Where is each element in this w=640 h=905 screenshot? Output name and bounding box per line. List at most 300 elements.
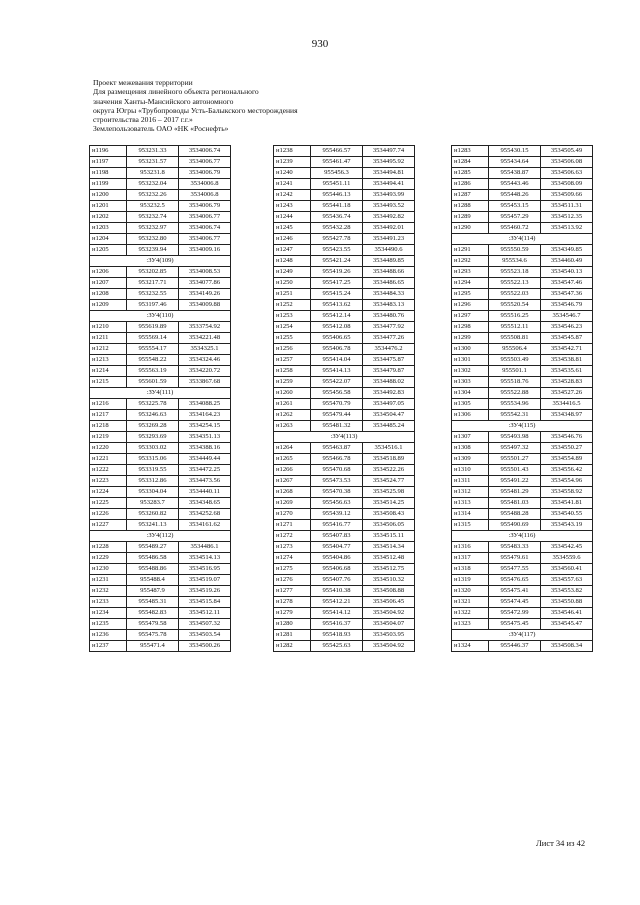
coord-x: 953293.69 xyxy=(127,432,179,443)
point-id: н1229 xyxy=(90,553,127,564)
table-row xyxy=(452,146,593,157)
section-label: :ЗУ4(117) xyxy=(452,630,593,641)
coord-x: 953202.85 xyxy=(127,267,179,278)
coord-y: 3534513.92 xyxy=(541,223,593,234)
coord-x: 955512.11 xyxy=(489,322,541,333)
point-id: н1254 xyxy=(274,322,311,333)
coord-y: 3534492.01 xyxy=(363,223,415,234)
table-row xyxy=(90,432,231,443)
table-row xyxy=(452,641,593,652)
coord-x: 955414.12 xyxy=(311,608,363,619)
point-id: н1316 xyxy=(452,542,489,553)
table-row xyxy=(90,443,231,454)
coord-y: 3534547.46 xyxy=(541,278,593,289)
table-row xyxy=(274,421,415,432)
point-id: н1306 xyxy=(452,410,489,421)
coord-y: 3534515.84 xyxy=(179,597,231,608)
point-id: н1204 xyxy=(90,234,127,245)
point-id: н1214 xyxy=(90,366,127,377)
table-row xyxy=(274,322,415,333)
table-row xyxy=(90,322,231,333)
point-id: н1200 xyxy=(90,190,127,201)
coord-x: 955619.89 xyxy=(127,322,179,333)
coord-y: 3534540.55 xyxy=(541,509,593,520)
point-id: н1260 xyxy=(274,388,311,399)
table-row xyxy=(90,223,231,234)
coord-x: 955475.45 xyxy=(489,619,541,630)
section-row xyxy=(90,311,231,322)
coord-x: 955412.14 xyxy=(311,311,363,322)
coord-x: 955404.86 xyxy=(311,553,363,564)
point-id: н1274 xyxy=(274,553,311,564)
section-label: :ЗУ4(110) xyxy=(90,311,231,322)
point-id: н1212 xyxy=(90,344,127,355)
table-row xyxy=(452,443,593,454)
table-row xyxy=(274,388,415,399)
coord-x: 955497.32 xyxy=(489,443,541,454)
coord-x: 955415.24 xyxy=(311,289,363,300)
table-row xyxy=(274,267,415,278)
coord-y: 3534514.34 xyxy=(363,542,415,553)
table-row xyxy=(274,487,415,498)
coord-x: 953217.71 xyxy=(127,278,179,289)
coord-x: 955434.64 xyxy=(489,157,541,168)
point-id: н1265 xyxy=(274,454,311,465)
coord-y: 3534519.26 xyxy=(179,586,231,597)
header-line: Проект межевания территории xyxy=(93,78,193,87)
point-id: н1273 xyxy=(274,542,311,553)
coord-x: 955456.58 xyxy=(311,388,363,399)
table-row xyxy=(90,465,231,476)
coord-y: 3534504.92 xyxy=(363,608,415,619)
table-row xyxy=(90,498,231,509)
coord-y: 3534348.97 xyxy=(541,410,593,421)
coord-y: 3534524.77 xyxy=(363,476,415,487)
point-id: н1255 xyxy=(274,333,311,344)
table-row xyxy=(90,509,231,520)
coord-x: 955413.62 xyxy=(311,300,363,311)
coord-y: 3534508.34 xyxy=(541,641,593,652)
table-row xyxy=(90,333,231,344)
coord-x: 955406.78 xyxy=(311,344,363,355)
coord-y: 3534254.15 xyxy=(179,421,231,432)
table-row xyxy=(90,344,231,355)
coord-x: 953319.55 xyxy=(127,465,179,476)
coord-y: 3534164.23 xyxy=(179,410,231,421)
table-row xyxy=(274,476,415,487)
point-id: н1323 xyxy=(452,619,489,630)
table-row xyxy=(90,377,231,388)
coord-y: 3534348.65 xyxy=(179,498,231,509)
coord-x: 953231.57 xyxy=(127,157,179,168)
table-row xyxy=(452,575,593,586)
coord-y: 3534460.49 xyxy=(541,256,593,267)
table-row xyxy=(452,432,593,443)
coord-y: 3534077.86 xyxy=(179,278,231,289)
point-id: н1288 xyxy=(452,201,489,212)
coord-y: 3534486.1 xyxy=(179,542,231,553)
point-id: н1284 xyxy=(452,157,489,168)
coord-x: 955416.77 xyxy=(311,520,363,531)
section-label: :ЗУ4(109) xyxy=(90,256,231,267)
point-id: н1303 xyxy=(452,377,489,388)
coord-y: 3534508.43 xyxy=(363,509,415,520)
coord-y: 3534009.88 xyxy=(179,300,231,311)
coord-y: 3534557.63 xyxy=(541,575,593,586)
coord-y: 3534479.87 xyxy=(363,366,415,377)
coord-y: 3534449.44 xyxy=(179,454,231,465)
coord-y: 3534512.75 xyxy=(363,564,415,575)
coord-y: 3534497.05 xyxy=(363,399,415,410)
coord-y: 3534009.16 xyxy=(179,245,231,256)
coord-x: 955518.76 xyxy=(489,377,541,388)
coord-x: 953232.80 xyxy=(127,234,179,245)
point-id: н1226 xyxy=(90,509,127,520)
coord-y: 3534542.45 xyxy=(541,542,593,553)
coord-x: 955418.93 xyxy=(311,630,363,641)
table-row xyxy=(90,179,231,190)
coord-y: 3534516.1 xyxy=(363,443,415,454)
coord-y: 3534554.96 xyxy=(541,476,593,487)
table-row xyxy=(274,575,415,586)
point-id: н1320 xyxy=(452,586,489,597)
coord-x: 953232.55 xyxy=(127,289,179,300)
table-row xyxy=(452,344,593,355)
coord-x: 955446.13 xyxy=(311,190,363,201)
coord-y: 3534480.76 xyxy=(363,311,415,322)
coord-y: 3534486.65 xyxy=(363,278,415,289)
table-row xyxy=(90,190,231,201)
point-id: н1233 xyxy=(90,597,127,608)
table-row xyxy=(274,630,415,641)
table-row xyxy=(274,509,415,520)
section-row xyxy=(90,256,231,267)
coord-x: 955486.58 xyxy=(127,553,179,564)
point-id: н1256 xyxy=(274,344,311,355)
coord-x: 955569.14 xyxy=(127,333,179,344)
coord-x: 955436.74 xyxy=(311,212,363,223)
table-row xyxy=(90,201,231,212)
point-id: н1279 xyxy=(274,608,311,619)
coord-y: 3534514.25 xyxy=(363,498,415,509)
coord-x: 955453.15 xyxy=(489,201,541,212)
point-id: н1237 xyxy=(90,641,127,652)
coord-x: 955407.83 xyxy=(311,531,363,542)
coord-x: 955419.26 xyxy=(311,267,363,278)
point-id: н1287 xyxy=(452,190,489,201)
table-row xyxy=(274,586,415,597)
point-id: н1319 xyxy=(452,575,489,586)
coord-x: 955456.63 xyxy=(311,498,363,509)
section-row xyxy=(452,421,593,432)
point-id: н1289 xyxy=(452,212,489,223)
coord-y: 3534545.87 xyxy=(541,333,593,344)
point-id: н1196 xyxy=(90,146,127,157)
table-row xyxy=(274,553,415,564)
coord-y: 3534488.66 xyxy=(363,267,415,278)
coord-x: 955427.78 xyxy=(311,234,363,245)
table-row xyxy=(274,344,415,355)
point-id: н1201 xyxy=(90,201,127,212)
table-row xyxy=(452,333,593,344)
point-id: н1294 xyxy=(452,278,489,289)
coord-x: 953239.94 xyxy=(127,245,179,256)
point-id: н1247 xyxy=(274,245,311,256)
point-id: н1322 xyxy=(452,608,489,619)
coord-y: 3534506.08 xyxy=(541,157,593,168)
section-row xyxy=(452,234,593,245)
point-id: н1208 xyxy=(90,289,127,300)
coord-y: 3534515.11 xyxy=(363,531,415,542)
table-row xyxy=(90,245,231,256)
table-row xyxy=(90,300,231,311)
coord-y: 3534543.19 xyxy=(541,520,593,531)
point-id: н1236 xyxy=(90,630,127,641)
point-id: н1276 xyxy=(274,575,311,586)
coord-x: 955534.96 xyxy=(489,399,541,410)
table-row xyxy=(274,355,415,366)
table-row xyxy=(90,553,231,564)
coord-x: 955438.87 xyxy=(489,168,541,179)
table-row xyxy=(452,597,593,608)
coord-y: 3534507.32 xyxy=(179,619,231,630)
coord-y: 3534485.24 xyxy=(363,421,415,432)
table-row xyxy=(452,399,593,410)
coord-y: 3534388.16 xyxy=(179,443,231,454)
coord-y: 3534525.98 xyxy=(363,487,415,498)
table-row xyxy=(452,267,593,278)
table-row xyxy=(452,454,593,465)
coord-x: 953231.33 xyxy=(127,146,179,157)
point-id: н1198 xyxy=(90,168,127,179)
coord-x: 955481.03 xyxy=(489,498,541,509)
table-row xyxy=(452,619,593,630)
coord-y: 3534518.89 xyxy=(363,454,415,465)
coord-y: 3534541.81 xyxy=(541,498,593,509)
point-id: н1248 xyxy=(274,256,311,267)
coord-x: 955461.47 xyxy=(311,157,363,168)
coord-x: 955481.29 xyxy=(489,487,541,498)
point-id: н1222 xyxy=(90,465,127,476)
coordinates-table-1 xyxy=(89,145,231,652)
point-id: н1252 xyxy=(274,300,311,311)
coord-x: 955482.83 xyxy=(127,608,179,619)
point-id: н1266 xyxy=(274,465,311,476)
coord-x: 955448.26 xyxy=(489,190,541,201)
coord-x: 953269.28 xyxy=(127,421,179,432)
point-id: н1259 xyxy=(274,377,311,388)
coord-y: 3534497.74 xyxy=(363,146,415,157)
point-id: н1283 xyxy=(452,146,489,157)
coord-x: 955439.12 xyxy=(311,509,363,520)
table-row xyxy=(452,168,593,179)
point-id: н1270 xyxy=(274,509,311,520)
table-row xyxy=(274,256,415,267)
coord-y: 3534475.87 xyxy=(363,355,415,366)
coord-x: 955488.4 xyxy=(127,575,179,586)
point-id: н1293 xyxy=(452,267,489,278)
table-row xyxy=(452,564,593,575)
coord-x: 953246.63 xyxy=(127,410,179,421)
table-row xyxy=(274,201,415,212)
point-id: н1197 xyxy=(90,157,127,168)
coord-y: 3534504.47 xyxy=(363,410,415,421)
point-id: н1280 xyxy=(274,619,311,630)
coord-y: 3534553.82 xyxy=(541,586,593,597)
coord-x: 955508.81 xyxy=(489,333,541,344)
coord-y: 3534540.13 xyxy=(541,267,593,278)
section-label: :ЗУ4(112) xyxy=(90,531,231,542)
point-id: н1269 xyxy=(274,498,311,509)
coord-y: 3534550.88 xyxy=(541,597,593,608)
coord-y: 3534538.81 xyxy=(541,355,593,366)
point-id: н1295 xyxy=(452,289,489,300)
table-row xyxy=(452,553,593,564)
coord-x: 955421.24 xyxy=(311,256,363,267)
coord-y: 3534006.77 xyxy=(179,157,231,168)
point-id: н1238 xyxy=(274,146,311,157)
coord-x: 955406.68 xyxy=(311,564,363,575)
section-row xyxy=(90,531,231,542)
point-id: н1211 xyxy=(90,333,127,344)
coord-x: 955506.4 xyxy=(489,344,541,355)
table-row xyxy=(452,377,593,388)
point-id: н1292 xyxy=(452,256,489,267)
coord-y: 3534416.5 xyxy=(541,399,593,410)
coord-x: 955457.29 xyxy=(489,212,541,223)
table-row xyxy=(90,608,231,619)
point-id: н1313 xyxy=(452,498,489,509)
point-id: н1312 xyxy=(452,487,489,498)
coord-x: 955463.87 xyxy=(311,443,363,454)
coord-y: 3534088.25 xyxy=(179,399,231,410)
table-row xyxy=(90,619,231,630)
coord-x: 955414.13 xyxy=(311,366,363,377)
coord-x: 955601.59 xyxy=(127,377,179,388)
point-id: н1257 xyxy=(274,355,311,366)
coord-y: 3534546.7 xyxy=(541,311,593,322)
table-row xyxy=(452,465,593,476)
table-row xyxy=(274,564,415,575)
coord-x: 955523.18 xyxy=(489,267,541,278)
coordinates-table-2 xyxy=(273,145,415,652)
point-id: н1205 xyxy=(90,245,127,256)
table-row xyxy=(90,366,231,377)
table-row xyxy=(90,168,231,179)
coord-y: 3534511.31 xyxy=(541,201,593,212)
table-row xyxy=(274,454,415,465)
table-row xyxy=(274,234,415,245)
coord-y: 3534349.85 xyxy=(541,245,593,256)
table-row xyxy=(90,157,231,168)
table-row xyxy=(452,542,593,553)
coord-y: 3534440.11 xyxy=(179,487,231,498)
coord-y: 3534546.41 xyxy=(541,608,593,619)
coord-x: 955466.57 xyxy=(311,146,363,157)
table-row xyxy=(274,157,415,168)
coord-x: 955412.21 xyxy=(311,597,363,608)
coord-y: 3534006.79 xyxy=(179,201,231,212)
point-id: н1285 xyxy=(452,168,489,179)
point-id: н1290 xyxy=(452,223,489,234)
point-id: н1218 xyxy=(90,421,127,432)
point-id: н1321 xyxy=(452,597,489,608)
coord-y: 3534542.71 xyxy=(541,344,593,355)
coord-x: 955406.65 xyxy=(311,333,363,344)
point-id: н1224 xyxy=(90,487,127,498)
point-id: н1223 xyxy=(90,476,127,487)
section-row xyxy=(452,630,593,641)
point-id: н1278 xyxy=(274,597,311,608)
coord-y: 3534008.53 xyxy=(179,267,231,278)
coord-y: 3534477.26 xyxy=(363,333,415,344)
coord-x: 953232.5 xyxy=(127,201,179,212)
table-row xyxy=(274,311,415,322)
coord-x: 955432.28 xyxy=(311,223,363,234)
table-row xyxy=(90,212,231,223)
table-row xyxy=(274,443,415,454)
table-row xyxy=(452,300,593,311)
table-row xyxy=(452,476,593,487)
point-id: н1231 xyxy=(90,575,127,586)
coord-x: 955488.28 xyxy=(489,509,541,520)
point-id: н1199 xyxy=(90,179,127,190)
table-row xyxy=(90,520,231,531)
point-id: н1298 xyxy=(452,322,489,333)
coord-x: 955490.69 xyxy=(489,520,541,531)
header-line: Землепользователь ОАО «НК «Роснефть» xyxy=(93,124,229,134)
table-row xyxy=(452,278,593,289)
coord-x: 953312.86 xyxy=(127,476,179,487)
table-row xyxy=(90,542,231,553)
coord-x: 955479.58 xyxy=(127,619,179,630)
coord-x: 955534.6 xyxy=(489,256,541,267)
coord-x: 955491.22 xyxy=(489,476,541,487)
coord-x: 953232.97 xyxy=(127,223,179,234)
coord-y: 3534559.6 xyxy=(541,553,593,564)
coord-x: 955483.33 xyxy=(489,542,541,553)
point-id: н1242 xyxy=(274,190,311,201)
coord-y: 3534006.79 xyxy=(179,168,231,179)
table-row xyxy=(90,267,231,278)
section-row xyxy=(274,432,415,443)
table-row xyxy=(90,597,231,608)
coord-x: 953304.04 xyxy=(127,487,179,498)
point-id: н1235 xyxy=(90,619,127,630)
coord-y: 3534006.8 xyxy=(179,190,231,201)
coord-x: 955487.9 xyxy=(127,586,179,597)
coord-x: 955456.3 xyxy=(311,168,363,179)
table-row xyxy=(274,168,415,179)
coord-x: 955501.1 xyxy=(489,366,541,377)
coord-y: 3534492.83 xyxy=(363,388,415,399)
coord-y: 3534161.62 xyxy=(179,520,231,531)
point-id: н1225 xyxy=(90,498,127,509)
table-row xyxy=(452,190,593,201)
table-row xyxy=(452,586,593,597)
table-row xyxy=(90,421,231,432)
table-row xyxy=(452,289,593,300)
point-id: н1309 xyxy=(452,454,489,465)
point-id: н1243 xyxy=(274,201,311,212)
table-row xyxy=(452,179,593,190)
coord-x: 955522.88 xyxy=(489,388,541,399)
point-id: н1244 xyxy=(274,212,311,223)
coord-x: 955466.78 xyxy=(311,454,363,465)
coord-y: 3534554.89 xyxy=(541,454,593,465)
header-line: Для размещения линейного объекта регионального xyxy=(93,87,259,97)
coord-x: 955493.98 xyxy=(489,432,541,443)
